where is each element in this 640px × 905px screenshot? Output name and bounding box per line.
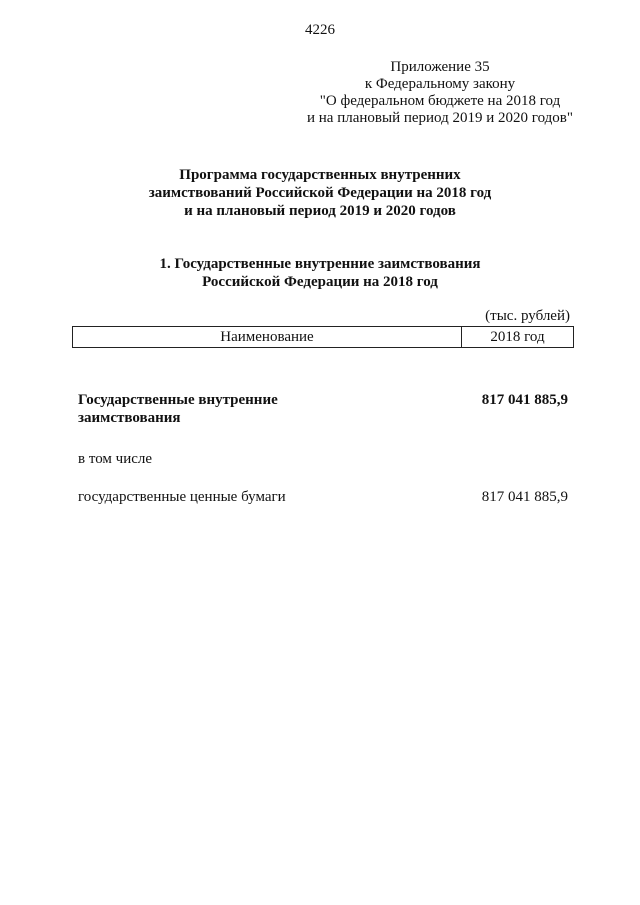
appendix-reference bbox=[250, 59, 630, 127]
column-header-year: 2018 год bbox=[490, 329, 545, 345]
appendix-line: к Федеральному закону bbox=[364, 76, 516, 92]
program-title-line: заимствований Российской Федерации на 2018 год bbox=[148, 185, 492, 201]
row-value: 817 041 885,9 bbox=[481, 489, 568, 505]
column-header-name: Наименование bbox=[73, 327, 462, 347]
appendix-line: Приложение 35 bbox=[390, 59, 490, 75]
units-label: (тыс. рублей) bbox=[485, 308, 570, 324]
page-number: 4226 bbox=[305, 22, 335, 38]
row-name: в том числе bbox=[78, 451, 153, 467]
program-title bbox=[90, 166, 550, 220]
section-title-line: 1. Государственные внутренние заимствования bbox=[159, 256, 481, 272]
table-header bbox=[72, 326, 574, 348]
appendix-line: и на плановый период 2019 и 2020 годов" bbox=[307, 110, 573, 126]
program-title-line: Программа государственных внутренних bbox=[179, 167, 461, 183]
row-name: Государственные внутренние заимствования bbox=[78, 392, 278, 426]
row-value: 817 041 885,9 bbox=[481, 392, 568, 408]
appendix-line: "О федеральном бюджете на 2018 год bbox=[319, 93, 561, 109]
section-title-line: Российской Федерации на 2018 год bbox=[202, 274, 438, 290]
row-name: государственные ценные бумаги bbox=[78, 489, 286, 505]
program-title-line: и на плановый период 2019 и 2020 годов bbox=[184, 203, 456, 219]
section-title bbox=[90, 255, 550, 291]
